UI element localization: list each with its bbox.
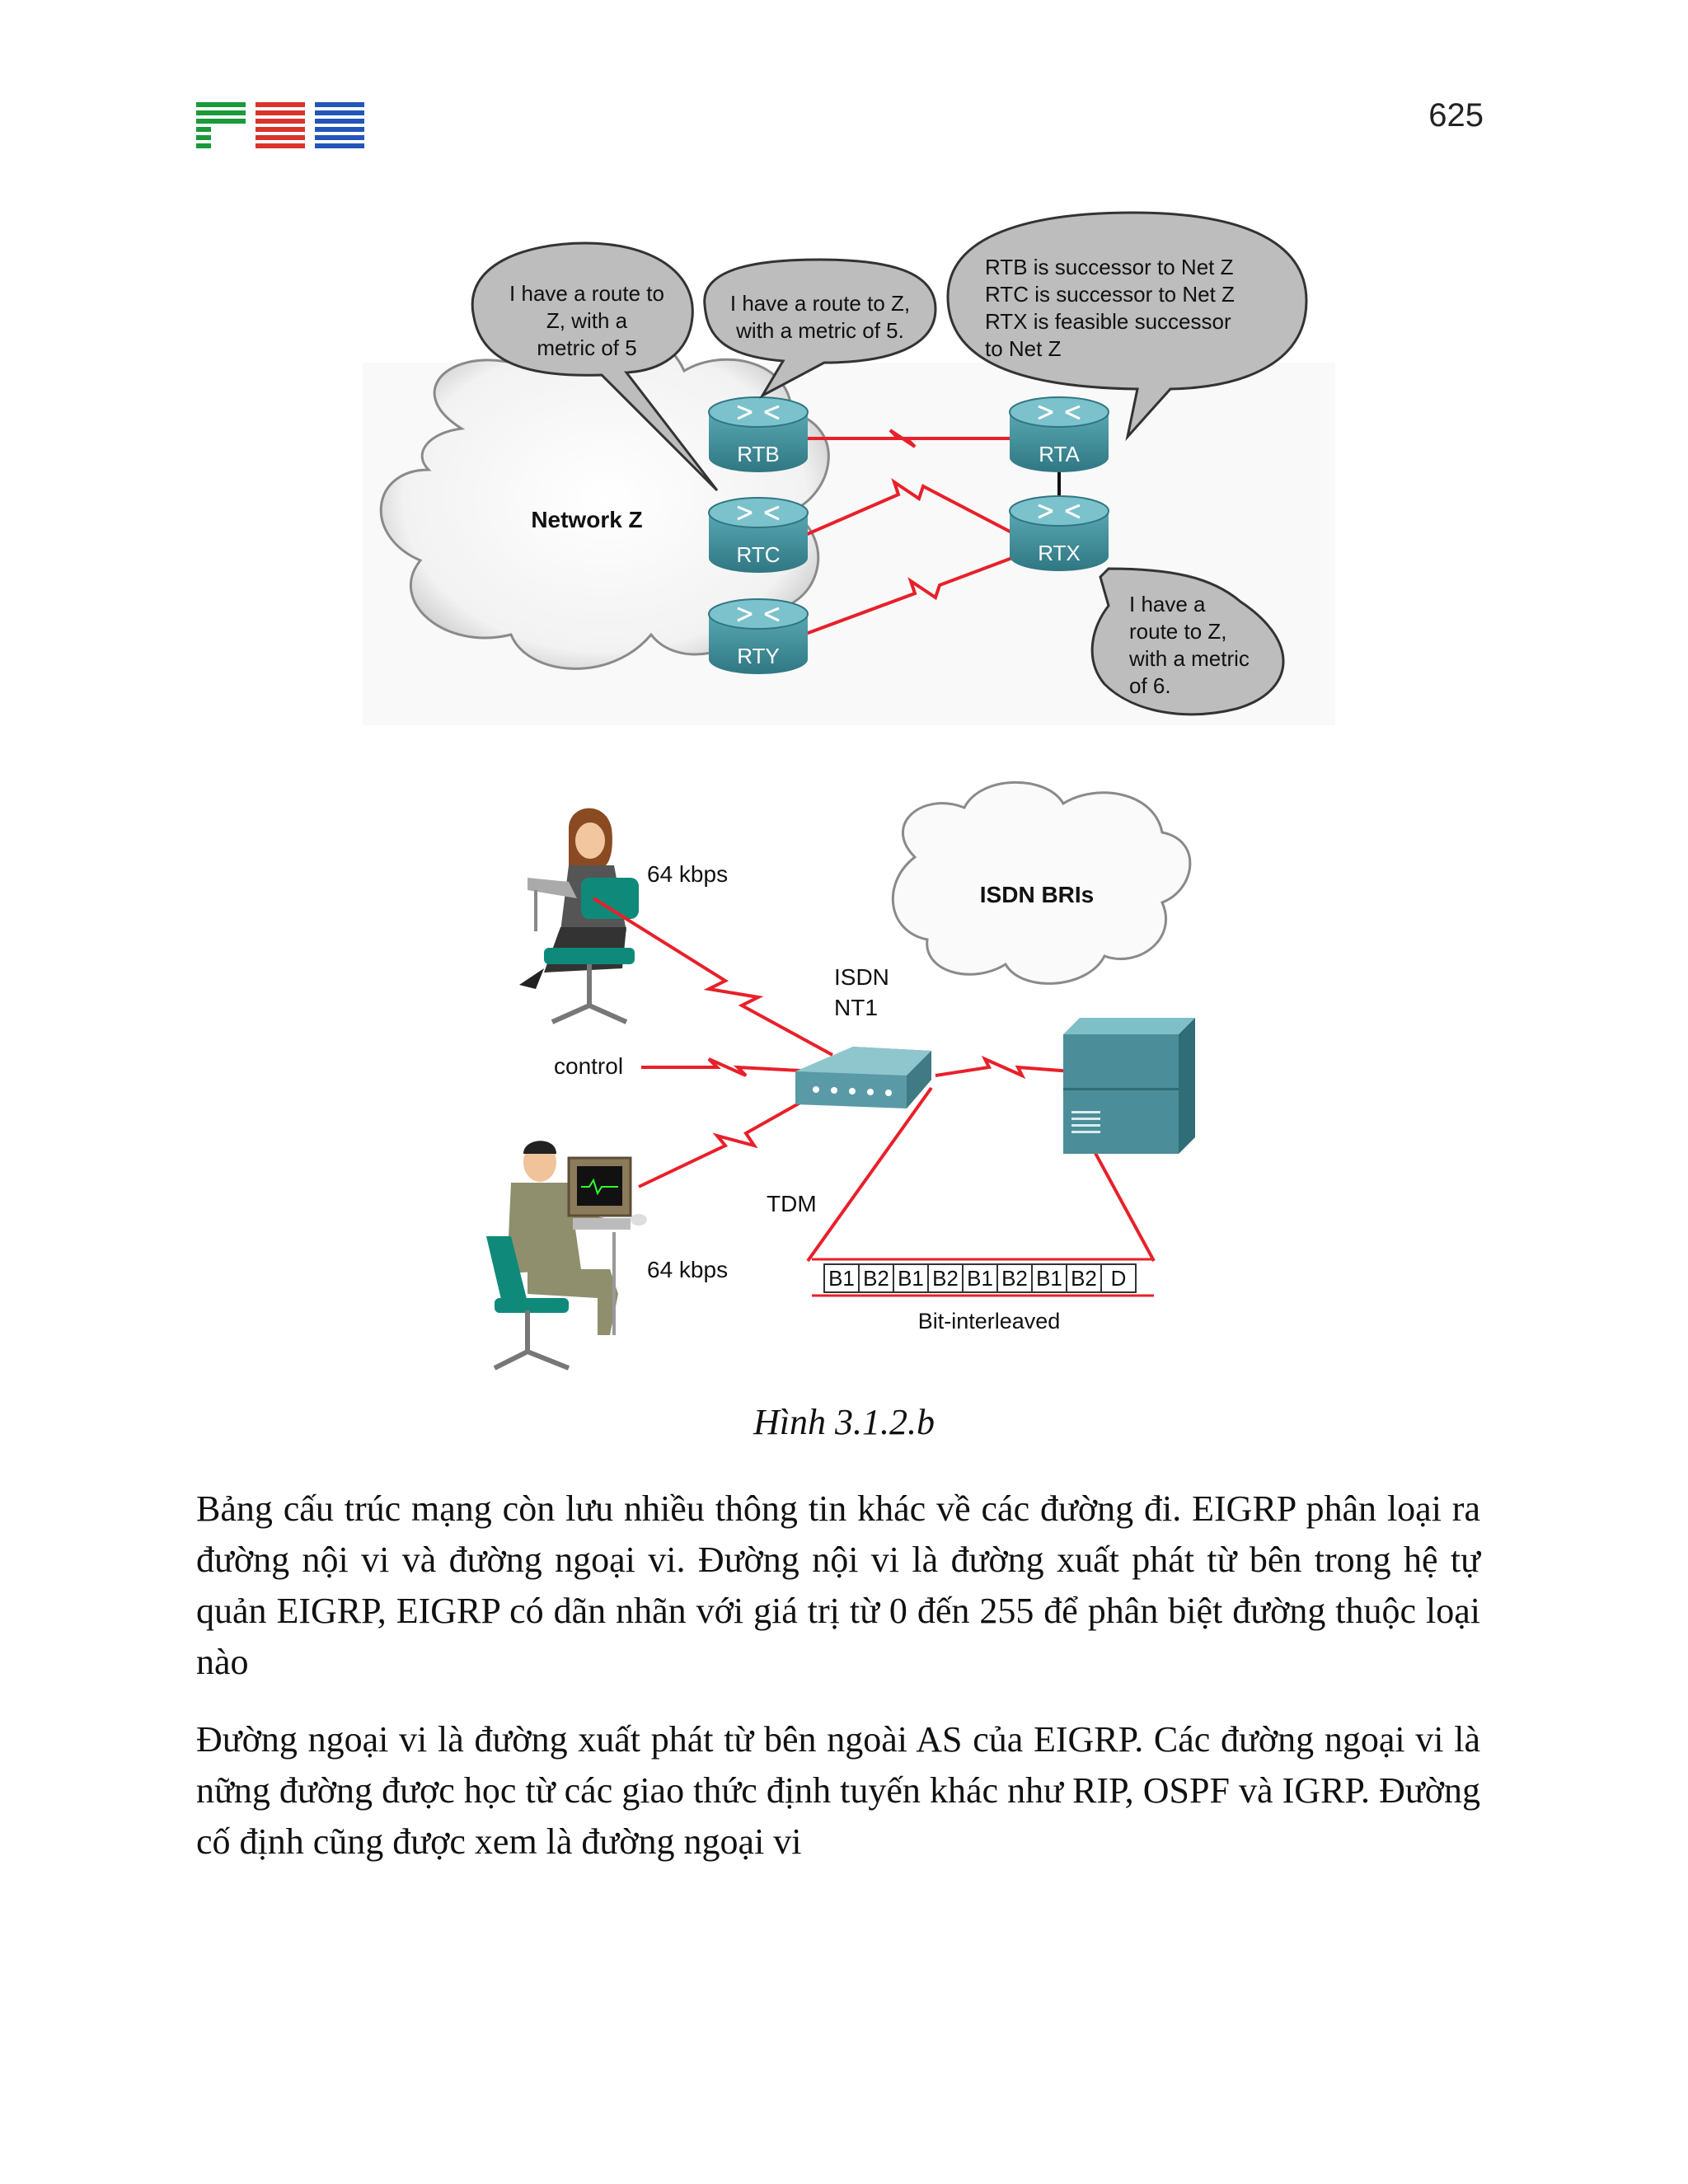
isdn-bris-label: ISDN BRIs — [979, 882, 1095, 907]
link-man-nt1 — [639, 1096, 812, 1187]
frame-caption: Bit-interleaved — [917, 1309, 1061, 1333]
frame-cell-label: B1 — [898, 1266, 924, 1291]
svg-text:I have a route to Z,: I have a route to Z, — [729, 291, 911, 316]
router-label: RTC — [736, 542, 781, 567]
svg-text:route to Z,: route to Z, — [1129, 619, 1227, 644]
tdm-label: TDM — [767, 1191, 817, 1216]
svg-text:of 6.: of 6. — [1129, 673, 1171, 698]
nt1-label-line2: NT1 — [834, 995, 878, 1020]
frame-cell-label: B2 — [863, 1266, 889, 1291]
isdn-cloud — [893, 782, 1190, 983]
svg-text:metric of 5: metric of 5 — [537, 335, 637, 360]
router-rtb — [709, 397, 808, 472]
router-rtc — [709, 498, 808, 573]
link-control-nt1 — [641, 1059, 816, 1076]
frame-cell-label: B1 — [828, 1266, 855, 1291]
svg-text:with a metric of 5.: with a metric of 5. — [736, 318, 904, 343]
frame-cell-label: B1 — [1036, 1266, 1062, 1291]
svg-text:with a metric: with a metric — [1129, 646, 1250, 671]
svg-text:to Net Z: to Net Z — [985, 336, 1062, 361]
frame-cell-label: B2 — [1001, 1266, 1028, 1291]
router-label: RTX — [1038, 541, 1081, 565]
frame-cells — [824, 1264, 1136, 1292]
frame-cell-label: B2 — [1071, 1266, 1097, 1291]
network-z-label: Network Z — [531, 507, 643, 532]
eigrp-network-diagram — [0, 0, 1688, 742]
control-label: control — [554, 1053, 624, 1079]
paragraph-1: Bảng cấu trúc mạng còn lưu nhiều thông tin khác về các đường đi. EIGRP phân loại ra đường nội vi và đường ngoại vi. Đường nội vi là đường xuất phát từ bên trong hệ tự quản EIGRP, EIGRP có dãn nhãn với giá trị từ 0 đến 255 để phân biệt đường thuộc loại nào — [196, 1488, 1480, 1682]
svg-text:RTC is successor to Net Z: RTC is successor to Net Z — [985, 282, 1235, 307]
speed-label-bottom: 64 kbps — [647, 1257, 729, 1282]
router-label: RTY — [737, 644, 780, 668]
svg-text:I have a route to: I have a route to — [509, 281, 664, 306]
svg-text:RTB is successor to Net Z: RTB is successor to Net Z — [985, 255, 1234, 279]
speed-label-top: 64 kbps — [647, 861, 729, 887]
nt1-label-line1: ISDN — [834, 964, 889, 990]
figure-caption: Hình 3.1.2.b — [753, 1402, 935, 1442]
router-rty — [709, 599, 808, 674]
frame-cell-label: D — [1110, 1266, 1127, 1291]
server-icon — [1063, 1018, 1195, 1154]
paragraph-2: Đường ngoại vi là đường xuất phát từ bên ngoài AS của EIGRP. Các đường ngoại vi là nững đường được học từ các giao thức định tuyến khác như RIP, OSPF và IGRP. Đường cố định cũng được xem là đường ngoại vi — [196, 1719, 1480, 1862]
svg-text:RTX is feasible successor: RTX is feasible successor — [985, 309, 1231, 334]
router-label: RTA — [1039, 442, 1080, 466]
link-woman-nt1 — [593, 898, 832, 1055]
router-label: RTB — [737, 442, 780, 466]
tdm-frame — [812, 1259, 1154, 1333]
link-nt1-server — [935, 1059, 1071, 1076]
frame-line-left — [808, 1088, 931, 1261]
isdn-nt1-device — [795, 1047, 931, 1108]
isdn-bri-diagram — [0, 742, 1688, 1385]
man-user-figure — [486, 1141, 647, 1368]
page-number: 625 — [1428, 97, 1484, 134]
router-rta — [1010, 397, 1109, 472]
svg-text:I have a: I have a — [1129, 592, 1206, 616]
svg-text:Z, with a: Z, with a — [546, 308, 628, 333]
router-rtx — [1010, 496, 1109, 571]
frame-cell-label: B2 — [932, 1266, 959, 1291]
frame-cell-label: B1 — [967, 1266, 993, 1291]
